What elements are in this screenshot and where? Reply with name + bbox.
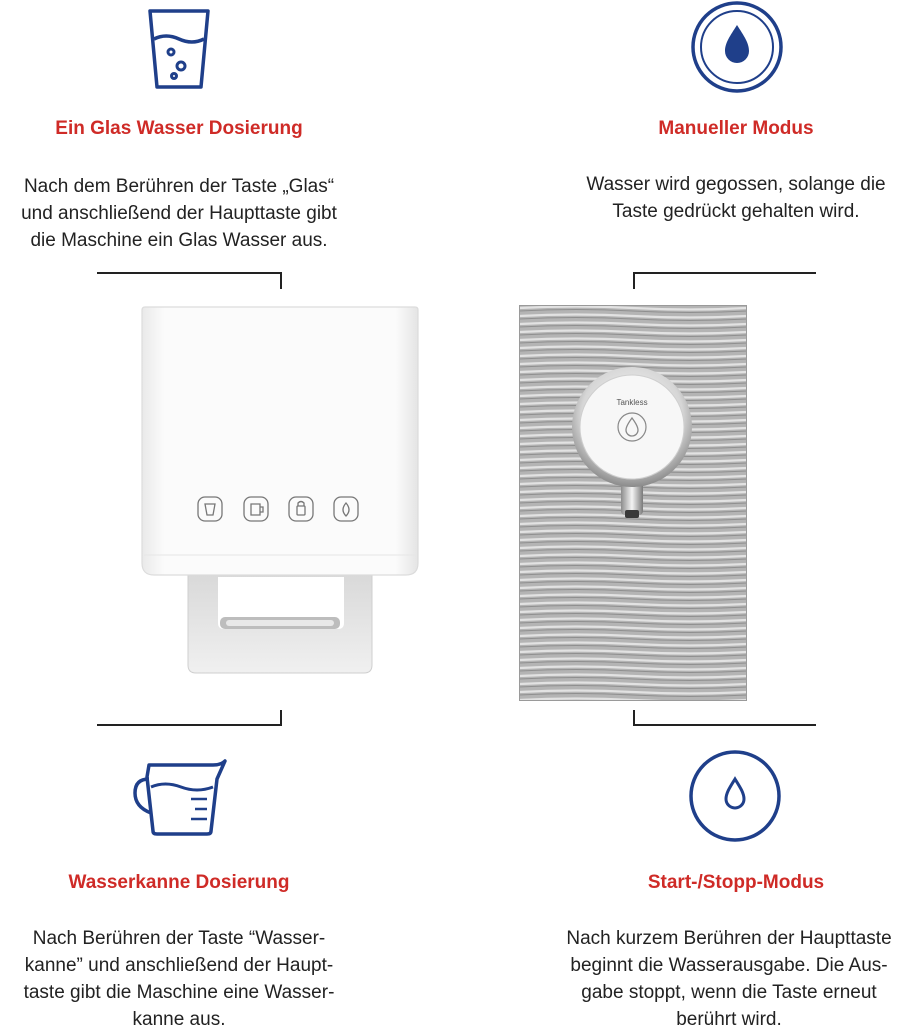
- jug-dosing-description: [0, 925, 358, 1033]
- description-line: die Maschine ein Glas Wasser aus.: [30, 230, 328, 251]
- water-drop-circle-filled-icon: [690, 0, 784, 94]
- glass-dosing-title: Ein Glas Wasser Dosierung: [55, 118, 303, 139]
- water-drop-circle-outline-icon: [688, 749, 782, 843]
- glass-dosing-description: [0, 173, 368, 254]
- description-line: kanne” und anschließend der Haupt-: [24, 955, 334, 976]
- description-line: Nach Berühren der Taste “Wasser-: [32, 928, 326, 949]
- description-line: Wasser wird gegossen, solange die: [586, 174, 886, 195]
- manual-mode-title: Manueller Modus: [658, 118, 814, 139]
- jug-icon: [131, 757, 229, 837]
- description-line: Nach kurzem Berühren der Haupttaste: [566, 928, 892, 949]
- start-stop-title: Start-/Stopp-Modus: [647, 872, 825, 893]
- description-line: berührt wird.: [676, 1009, 782, 1030]
- dispenser-wall-panel: [519, 305, 747, 706]
- description-line: kanne aus.: [132, 1009, 226, 1030]
- bracket-bottom-right: [632, 710, 818, 726]
- bracket-top-right: [632, 272, 818, 290]
- start-stop-description: [540, 925, 918, 1033]
- description-line: gabe stoppt, wenn die Taste erneut: [581, 982, 877, 1003]
- description-line: Taste gedrückt gehalten wird.: [612, 201, 860, 222]
- dispenser-front-view: [140, 305, 420, 685]
- description-line: Nach dem Berühren der Taste „Glas“: [23, 176, 335, 197]
- description-line: beginnt die Wasserausgabe. Die Aus-: [570, 955, 888, 976]
- jug-dosing-title: Wasserkanne Dosierung: [68, 872, 290, 893]
- description-line: und anschließend der Haupttaste gibt: [21, 203, 337, 224]
- manual-mode-description: [555, 171, 917, 225]
- description-line: taste gibt die Maschine eine Wasser-: [23, 982, 335, 1003]
- bracket-top-left: [97, 272, 284, 290]
- bracket-bottom-left: [97, 710, 284, 726]
- brand-label: Tankless: [616, 398, 648, 407]
- glass-icon: [144, 5, 214, 93]
